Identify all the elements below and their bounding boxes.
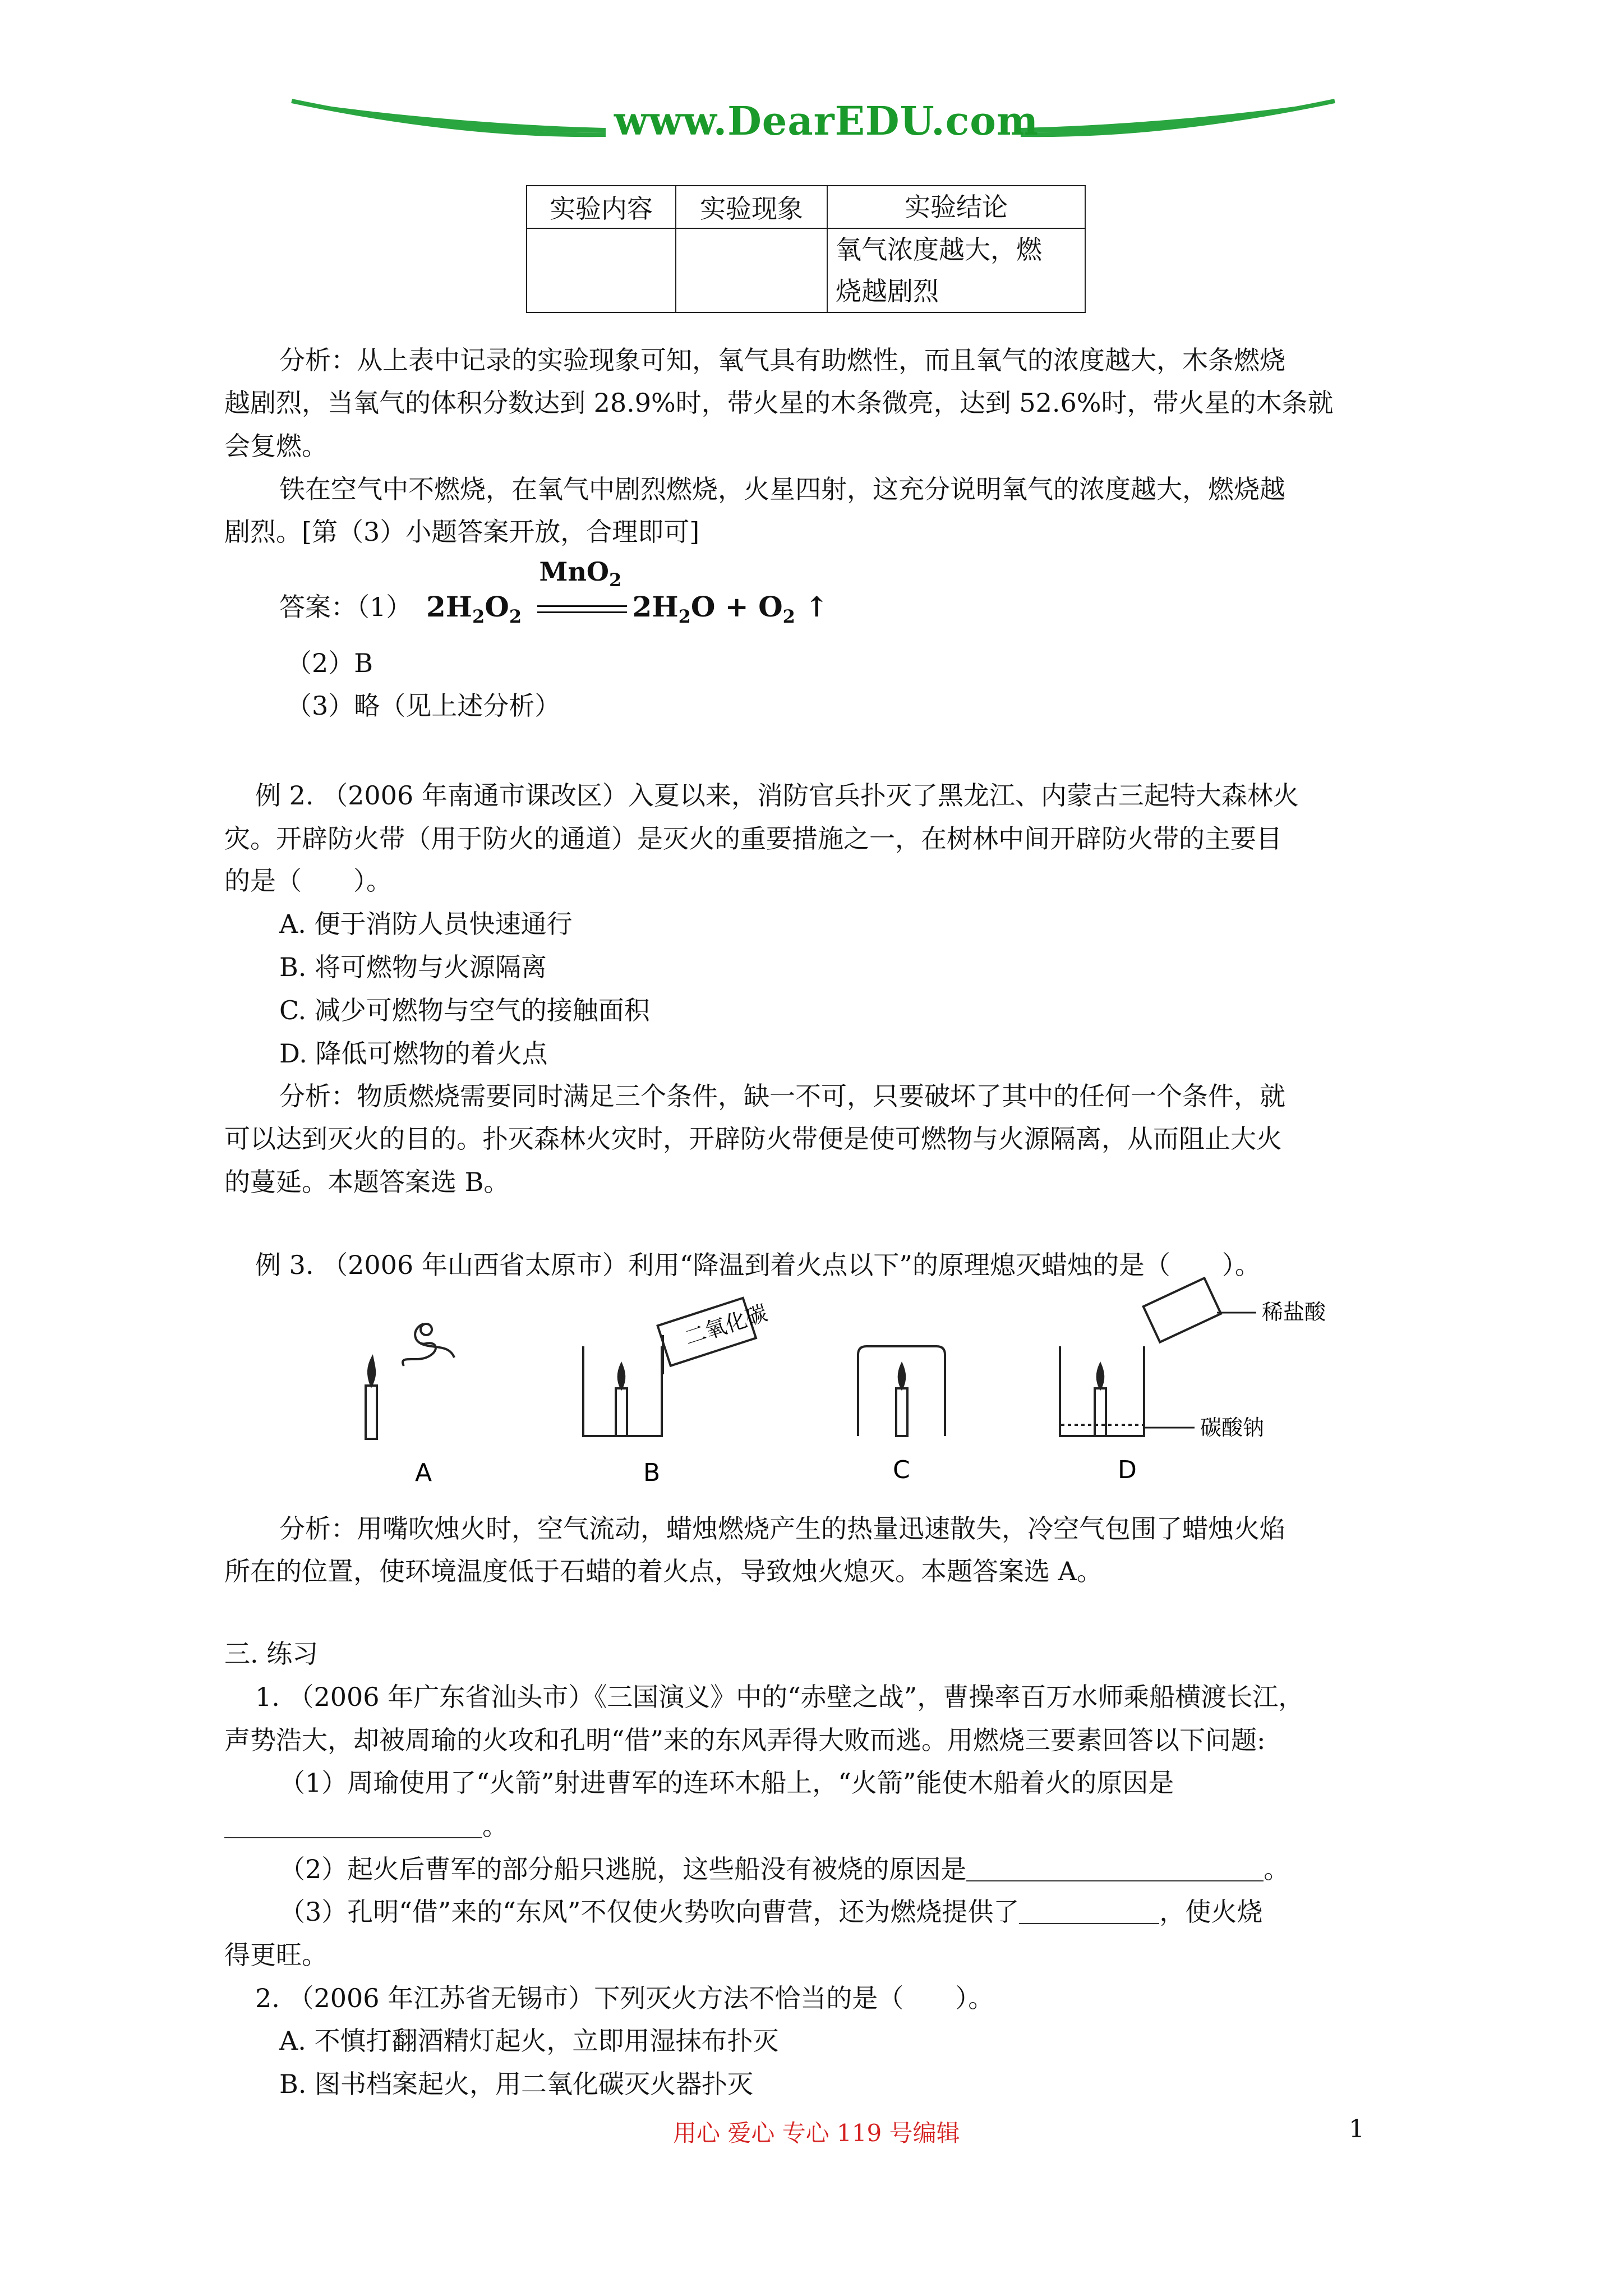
conclusion-line: 氧气浓度越大，燃	[836, 234, 1042, 265]
question-line: （2）起火后曹军的部分船只逃脱，这些船没有被烧的原因是 。	[279, 1854, 1290, 1884]
question-line: （3）孔明“借”来的“东风”不仅使火势吹向曹营，还为燃烧提供了 ，使火烧	[279, 1897, 1263, 1927]
answer-part3: （3）略（见上述分析）	[286, 691, 561, 721]
table-cell-empty	[676, 228, 827, 312]
example-line: 灾。开辟防火带（用于防火的通道）是灭火的重要措施之一，在树林中间开辟防火带的主要目	[224, 823, 1282, 854]
example-line: 的是（ ）。	[224, 866, 392, 896]
question-line: 声势浩大，却被周瑜的火攻和孔明“借”来的东风弄得大败而逃。用燃烧三要素回答以下问题:	[224, 1725, 1266, 1755]
answer-part2: （2）B	[286, 648, 374, 678]
analysis-line: 铁在空气中不燃烧，在氧气中剧烈燃烧，火星四射，这充分说明氧气的浓度越大，燃烧越	[279, 474, 1285, 504]
carbonate-label: 碳酸钠	[1200, 1415, 1265, 1440]
catalyst-label: MnO$_2$	[539, 556, 622, 591]
candle-figure	[342, 1290, 1326, 1487]
experiment-table	[526, 185, 1086, 313]
table-header-row	[527, 186, 1085, 228]
table-row	[527, 228, 1085, 312]
page-number: 1	[1349, 2115, 1364, 2143]
analysis-line: 所在的位置，使环境温度低于石蜡的着火点，导致烛火熄灭。本题答案选 A。	[224, 1556, 1103, 1586]
option-b: B. 图书档案起火，用二氧化碳灭火器扑灭	[279, 2069, 754, 2099]
analysis-line: 分析：物质燃烧需要同时满足三个条件，缺一不可，只要破坏了其中的任何一个条件，就	[279, 1081, 1285, 1111]
analysis-line: 剧烈。[第（3）小题答案开放，合理即可]	[224, 517, 700, 547]
question-line: 1. （2006 年广东省汕头市）《三国演义》中的“赤壁之战”，曹操率百万水师乘船横渡长江，	[255, 1682, 1304, 1712]
table-cell-conclusion	[827, 228, 1085, 312]
co2-tag: 二氧化碳	[681, 1300, 771, 1351]
answer-blank-line: 。	[224, 1809, 508, 1843]
candle-d-illustration	[1060, 1278, 1256, 1436]
conclusion-line: 烧越剧烈	[836, 276, 939, 306]
analysis-line: 可以达到灭火的目的。扑灭森林火灾时，开辟防火带便是使可燃物与火源隔离，从而阻止大火	[224, 1124, 1282, 1154]
analysis-line: 越剧烈，当氧气的体积分数达到 28.9%时，带火星的木条微亮，达到 52.6%时，带火星的木条就	[224, 388, 1334, 418]
example-line: 例 2. （2006 年南通市课改区）入夏以来，消防官兵扑灭了黑龙江、内蒙古三起特大森林火	[255, 780, 1299, 811]
table-header-cell: 实验结论	[827, 186, 1085, 228]
answer-label: 答案：（1）	[279, 592, 412, 622]
analysis-line: 的蔓延。本题答案选 B。	[224, 1167, 510, 1197]
analysis-line: 分析：从上表中记录的实验现象可知，氧气具有助燃性，而且氧气的浓度越大，木条燃烧	[279, 345, 1285, 375]
question-line: （1）周瑜使用了“火箭”射进曹军的连环木船上，“火箭”能使木船着火的原因是	[279, 1768, 1174, 1798]
section-heading: 三. 练习	[224, 1639, 319, 1669]
answer-blank[interactable]	[1019, 1898, 1159, 1924]
figure-label-d: D	[1118, 1456, 1137, 1484]
answer-blank[interactable]	[966, 1856, 1264, 1881]
figure-label-c: C	[893, 1456, 910, 1484]
chemical-equation: $2H_2O_2$ MnO$_2$ $2H_2O + O_2$ ↑	[426, 556, 829, 627]
analysis-line: 分析：用嘴吹烛火时，空气流动，蜡烛燃烧产生的热量迅速散失，冷空气包围了蜡烛火焰	[279, 1513, 1285, 1544]
candle-c-illustration	[858, 1346, 945, 1436]
table-header-cell: 实验内容	[527, 186, 676, 228]
candle-a-illustration	[366, 1324, 454, 1439]
question-line: 2. （2006 年江苏省无锡市）下列灭火方法不恰当的是（ ）。	[255, 1983, 994, 2013]
page-footer: 用心 爱心 专心 119 号编辑	[673, 2119, 960, 2147]
figure-label-b: B	[643, 1458, 661, 1487]
option-c: C. 减少可燃物与空气的接触面积	[279, 995, 650, 1025]
option-a: A. 不慎打翻酒精灯起火，立即用湿抹布扑灭	[279, 2026, 779, 2056]
option-b: B. 将可燃物与火源隔离	[279, 952, 547, 982]
figure-label-a: A	[415, 1458, 432, 1487]
example-line: 例 3. （2006 年山西省太原市）利用“降温到着火点以下”的原理熄灭蜡烛的是（ ）。	[255, 1250, 1261, 1280]
option-a: A. 便于消防人员快速通行	[279, 909, 573, 939]
option-d: D. 降低可燃物的着火点	[279, 1038, 548, 1069]
answer-blank[interactable]	[224, 1812, 482, 1838]
acid-label: 稀盐酸	[1262, 1300, 1326, 1324]
table-header-cell: 实验现象	[676, 186, 827, 228]
question-line: 得更旺。	[224, 1940, 328, 1970]
logo-text: www.DearEDU.com	[614, 98, 1039, 144]
table-cell-empty	[527, 228, 676, 312]
analysis-line: 会复燃。	[224, 431, 328, 461]
